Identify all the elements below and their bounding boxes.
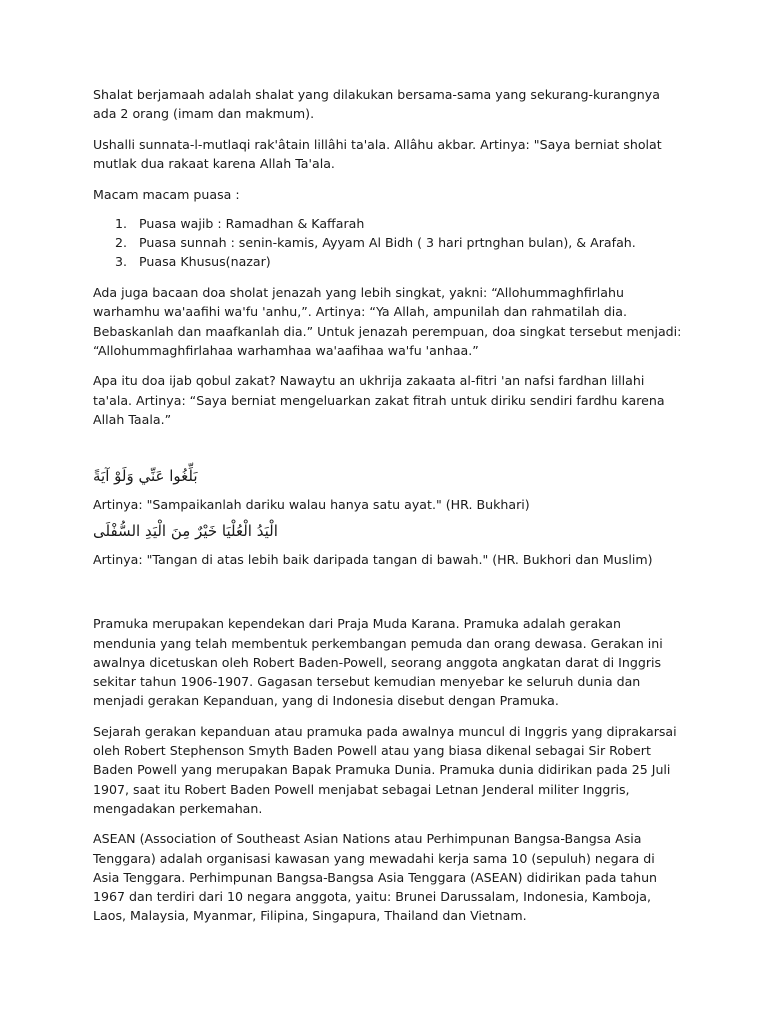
puasa-list (93, 214, 683, 272)
list-item (93, 252, 683, 271)
spacer (93, 441, 683, 465)
spacer (93, 580, 683, 614)
list-item-number: 2. (115, 235, 128, 251)
list-item-text: Puasa Khusus(nazar) (139, 254, 271, 270)
hadith-arabic-text: الْيَدُ الْعُلْيَا خَيْرٌ مِنَ الْيَدِ السُّفْلَى (93, 521, 278, 540)
list-item (93, 214, 683, 233)
paragraph-macam-puasa-heading: Macam macam puasa : (93, 186, 240, 202)
list-item-text: Puasa wajib : Ramadhan & Kaffarah (139, 216, 365, 232)
hadith-meaning: Artinya: "Tangan di atas lebih baik daripada tangan di bawah." (HR. Bukhori dan Muslim) (93, 551, 653, 567)
hadith-1 (93, 465, 683, 495)
list-item-number: 1. (115, 216, 128, 232)
list-item (93, 233, 683, 252)
document-page (93, 85, 683, 937)
paragraph-sejarah-pramuka: Sejarah gerakan kepanduan atau pramuka pada awalnya muncul di Inggris yang diprakarsai oleh Robert Stephenson Smyth Baden Powell atau yang biasa dikenal sebagai Sir Robert Baden Powell yang merupakan Bapak Pramuka Dunia. Pramuka dunia didirikan pada 25 Juli 1907, saat itu Robert Baden Powell menjabat sebagai Letnan Jenderal militer Inggris, mengadakan perkemahan. (93, 723, 677, 816)
paragraph-doa-jenazah: Ada juga bacaan doa sholat jenazah yang lebih singkat, yakni: “Allohummaghfirlahu warhamhu wa'aafihi wa'fu 'anhu,”. Artinya: “Ya Allah, ampunilah dan rahmatilah dia. Bebaskanlah dan maafkanlah dia.” Untuk jenazah perempuan, doa singkat tersebut menjadi: “Allohummaghfirlahaa warhamhaa wa'aafihaa wa'fu 'anhaa.” (93, 285, 682, 358)
paragraph-shalat-berjamaah: Shalat berjamaah adalah shalat yang dilakukan bersama-sama yang sekurang-kurangnya ada 2 orang (imam dan makmum). (93, 87, 660, 122)
hadith-meaning: Artinya: "Sampaikanlah dariku walau hanya satu ayat." (HR. Bukhari) (93, 496, 530, 512)
paragraph-asean: ASEAN (Association of Southeast Asian Nations atau Perhimpunan Bangsa-Bangsa Asia Tenggara) adalah organisasi kawasan yang mewadahi kerja sama 10 (sepuluh) negara di Asia Tenggara. Perhimpunan Bangsa-Bangsa Asia Tenggara (ASEAN) didirikan pada tahun 1967 dan terdiri dari 10 negara anggota, yaitu: Brunei Darussalam, Indonesia, Kamboja, Laos, Malaysia, Myanmar, Filipina, Singapura, Thailand dan Vietnam. (93, 831, 658, 924)
hadith-2 (93, 520, 683, 550)
list-item-text: Puasa sunnah : senin-kamis, Ayyam Al Bidh ( 3 hari prtnghan bulan), & Arafah. (139, 235, 636, 251)
paragraph-niat-sholat-mutlak: Ushalli sunnata-l-mutlaqi rak'âtain lillâhi ta'ala. Allâhu akbar. Artinya: "Saya berniat sholat mutlak dua rakaat karena Allah Ta'ala. (93, 136, 662, 172)
paragraph-ijab-qobul-zakat: Apa itu doa ijab qobul zakat? Nawaytu an ukhrija zakaata al-fitri 'an nafsi fardhan lillahi ta'ala. Artinya: “Saya berniat mengeluarkan zakat fitrah untuk diriku sendiri fardhu karena Allah Taala.” (93, 373, 665, 427)
hadith-arabic-text: بَلِّغُوا عَنِّي وَلَوْ آيَةً (93, 466, 198, 485)
list-item-number: 3. (115, 254, 128, 270)
paragraph-pramuka-definisi: Pramuka merupakan kependekan dari Praja Muda Karana. Pramuka adalah gerakan mendunia yang telah membentuk perkembangan pemuda dan orang dewasa. Gerakan ini awalnya dicetuskan oleh Robert Baden-Powell, seorang anggota angkatan darat di Inggris sekitar tahun 1906-1907. Gagasan tersebut kemudian menyebar ke seluruh dunia dan menjadi gerakan Kepanduan, yang di Indonesia disebut dengan Pramuka. (93, 616, 663, 709)
